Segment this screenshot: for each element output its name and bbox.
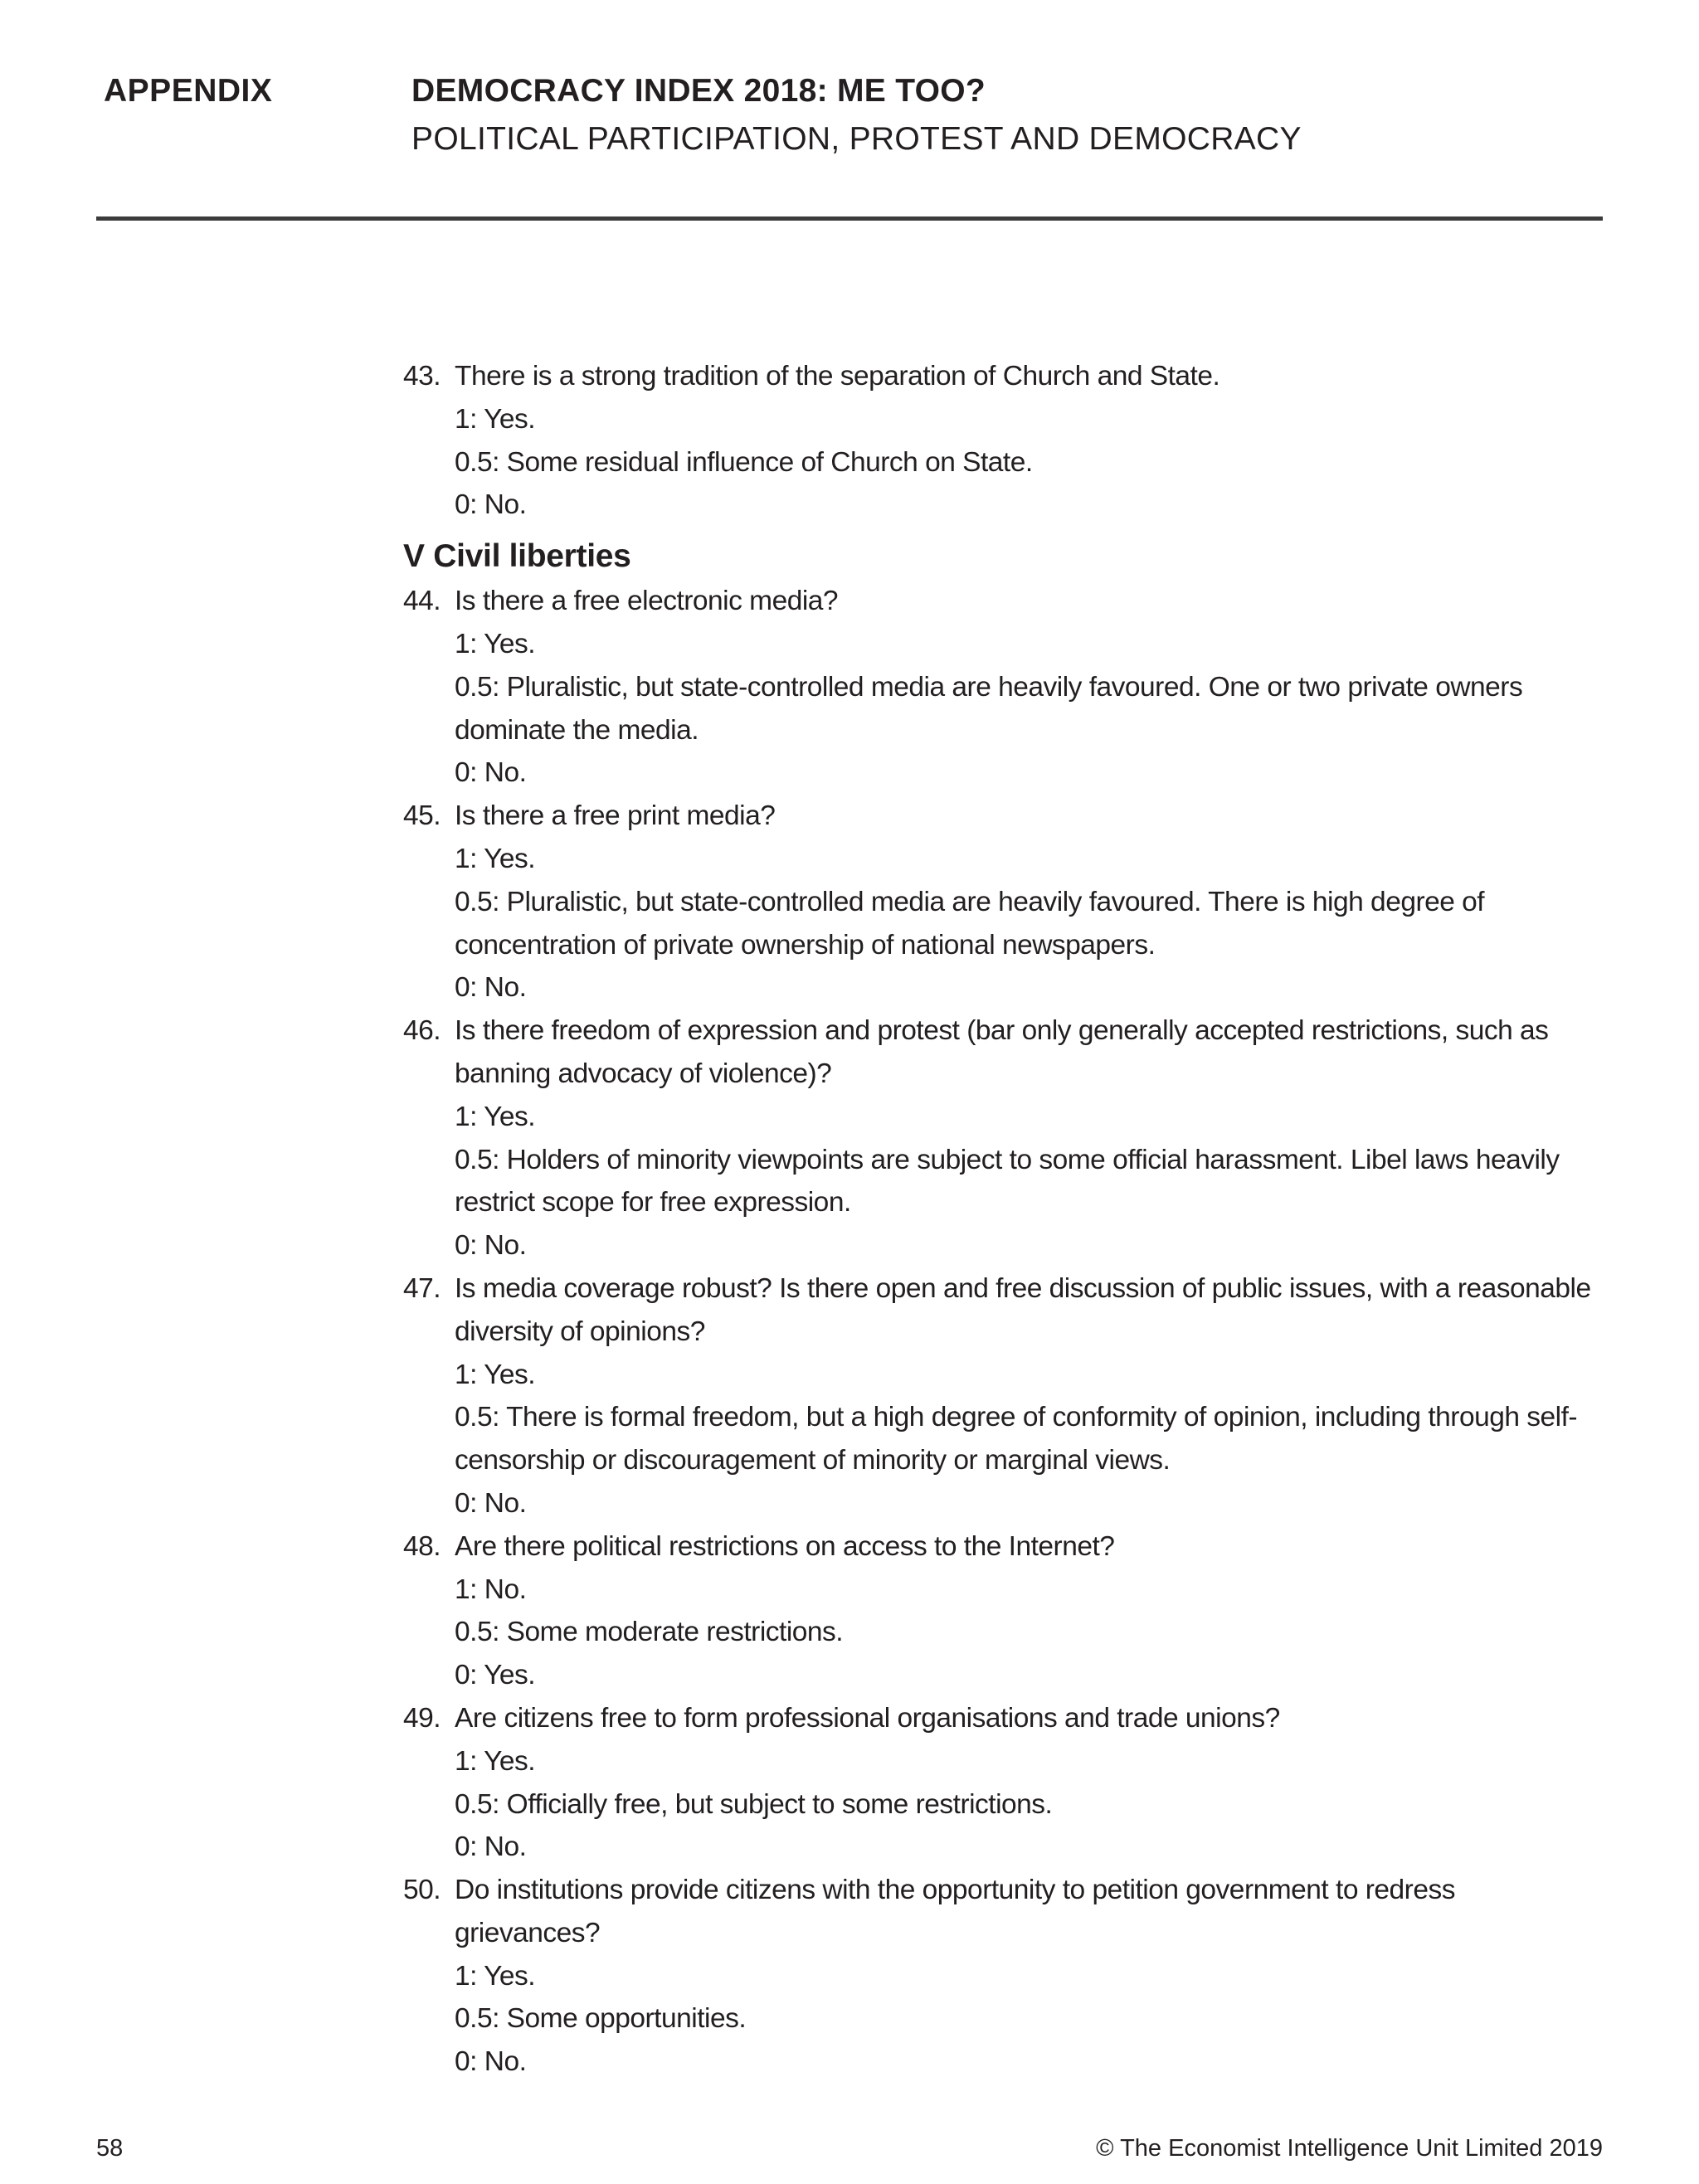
answer-option: 0: Yes.: [455, 1660, 536, 1691]
answer-option: 0.5: Some opportunities.: [455, 2003, 747, 2035]
question-number: 49.: [403, 1702, 441, 1734]
question-line: [403, 580, 1606, 623]
answer-option: 0: No.: [455, 1831, 527, 1863]
question-line: [403, 1697, 1606, 1740]
answer-option: 1: Yes.: [455, 1101, 536, 1132]
section-label: APPENDIX: [104, 73, 273, 109]
answer-option: 0.5: Pluralistic, but state-controlled media are heavily favoured. There is high degree of concentration of private ownership of national newspapers.: [455, 886, 1485, 961]
question-number: 50.: [403, 1875, 441, 1906]
question-text: There is a strong tradition of the separation of Church and State.: [455, 361, 1220, 392]
section-heading: V Civil liberties: [403, 538, 631, 575]
question-number: 46.: [403, 1015, 441, 1047]
question-item: [403, 1869, 1606, 2084]
question-item: [403, 1697, 1606, 1869]
question-line: [403, 1869, 1606, 1955]
answer-option: 0: No.: [455, 2046, 527, 2078]
question-item: [403, 1009, 1606, 1267]
answer-option: 1: Yes.: [455, 1359, 536, 1390]
question-text: Is there a free print media?: [455, 800, 776, 832]
answer-option: 1: Yes.: [455, 1745, 536, 1777]
question-number: 47.: [403, 1272, 441, 1304]
answer-option: 0.5: Holders of minority viewpoints are subject to some official harassment. Libel laws heavily restrict scope for free expression.: [455, 1144, 1560, 1218]
copyright-notice: © The Economist Intelligence Unit Limited 2019: [1096, 2135, 1603, 2162]
report-title: DEMOCRACY INDEX 2018: ME TOO?: [411, 73, 986, 109]
answer-option: 0.5: Pluralistic, but state-controlled media are heavily favoured. One or two private owners dominate the media.: [455, 671, 1523, 746]
answer-option: 0.5: Officially free, but subject to some restrictions.: [455, 1788, 1053, 1820]
question-text: Is there freedom of expression and protest (bar only generally accepted restrictions, such as banning advocacy of violence)?: [455, 1015, 1549, 1089]
question-item: [403, 1525, 1606, 1697]
question-line: [403, 1525, 1606, 1569]
header-divider: [96, 216, 1603, 221]
question-text: Are citizens free to form professional organisations and trade unions?: [455, 1702, 1280, 1734]
question-number: 45.: [403, 800, 441, 832]
question-text: Is there a free electronic media?: [455, 586, 839, 617]
answer-option: 0.5: Some moderate restrictions.: [455, 1617, 844, 1648]
question-line: [403, 1009, 1606, 1096]
answer-option: 0: No.: [455, 1487, 527, 1519]
answer-option: 1: Yes.: [455, 403, 536, 435]
question-number: 43.: [403, 361, 441, 392]
answer-option: 1: Yes.: [455, 1960, 536, 1992]
question-item: [403, 795, 1606, 1009]
question-text: Do institutions provide citizens with the opportunity to petition government to redress grievances?: [455, 1875, 1455, 1948]
question-number: 44.: [403, 586, 441, 617]
answer-option: 0: No.: [455, 972, 527, 1004]
answer-option: 1: No.: [455, 1574, 527, 1605]
page-number: 58: [96, 2135, 124, 2162]
answer-option: 1: Yes.: [455, 628, 536, 659]
questionnaire-content: [403, 355, 1606, 2084]
answer-option: 1: Yes.: [455, 843, 536, 874]
question-text: Is media coverage robust? Is there open and free discussion of public issues, with a reasonable diversity of opinions?: [455, 1272, 1591, 1347]
answer-option: 0.5: Some residual influence of Church on State.: [455, 446, 1033, 478]
question-item: [403, 355, 1606, 527]
question-item: [403, 580, 1606, 795]
answer-option: 0: No.: [455, 757, 527, 789]
question-line: [403, 1267, 1606, 1354]
question-item: [403, 1267, 1606, 1525]
question-text: Are there political restrictions on access to the Internet?: [455, 1530, 1115, 1562]
answer-option: 0: No.: [455, 1230, 527, 1262]
answer-option: 0: No.: [455, 489, 527, 521]
question-line: [403, 795, 1606, 838]
answer-option: 0.5: There is formal freedom, but a high degree of conformity of opinion, including through self-censorship or discouragement of minority or marginal views.: [455, 1402, 1578, 1476]
report-subtitle: POLITICAL PARTICIPATION, PROTEST AND DEMOCRACY: [411, 121, 1302, 157]
question-line: [403, 355, 1606, 398]
question-number: 48.: [403, 1530, 441, 1562]
